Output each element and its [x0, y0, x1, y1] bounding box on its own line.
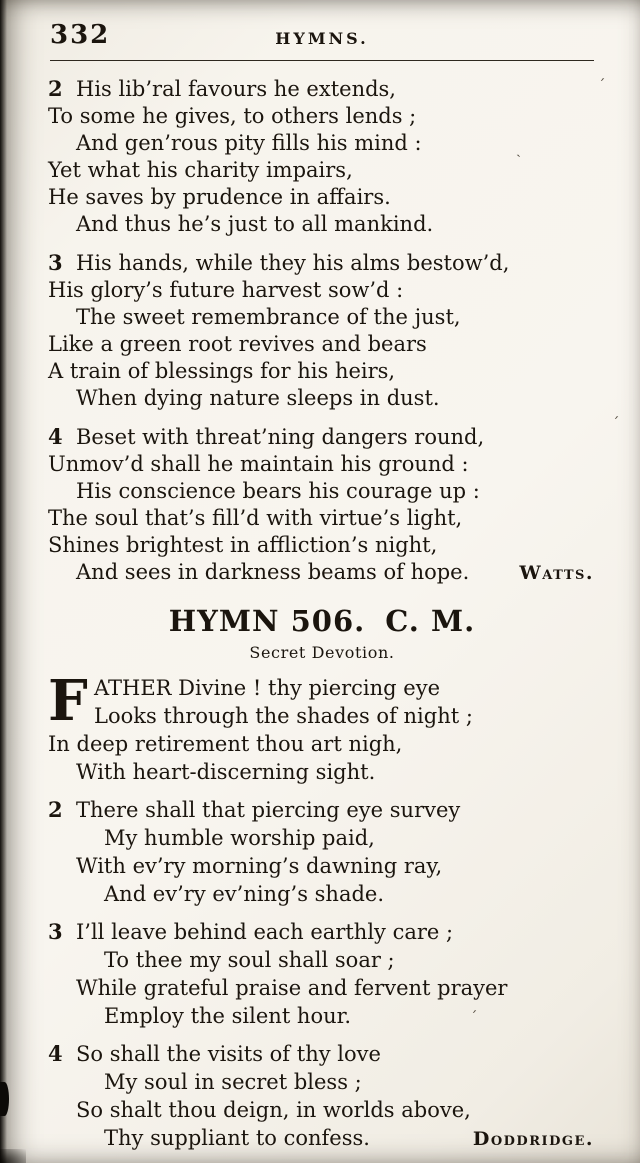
- page-header: [48, 20, 596, 56]
- page-edge-shadow: [0, 0, 7, 1163]
- hymn-subtitle: Secret Devotion.: [249, 643, 395, 662]
- verse-line: Unmov’d shall he maintain his ground :: [48, 452, 469, 476]
- verse-3: [48, 249, 596, 412]
- verse-line: To some he gives, to others lends ;: [48, 104, 417, 128]
- verse-line: [48, 918, 596, 946]
- verse-line: Employ the silent hour.: [104, 1004, 352, 1028]
- verse-line: And ev’ry ev’ning’s shade.: [104, 882, 385, 906]
- verse-4: [48, 423, 596, 587]
- verse-line-text: There shall that piercing eye survey: [76, 798, 461, 822]
- verse-line: Looks through the shades of night ;: [94, 704, 473, 728]
- hymn-506-verse-4: [48, 1040, 596, 1153]
- verse-line-text: His hands, while they his alms bestow’d,: [76, 251, 510, 275]
- scan-blob: [0, 1082, 9, 1116]
- verse-line-with-attribution: [104, 1124, 596, 1153]
- verse-line: Shines brightest in affliction’s night,: [48, 533, 438, 557]
- verse-number: 3: [48, 250, 63, 275]
- verse-line: And thus he’s just to all mankind.: [76, 212, 434, 236]
- verse-line-text: So shall the visits of thy love: [76, 1042, 381, 1066]
- hymn-title: [48, 604, 596, 638]
- drop-cap: F: [48, 668, 88, 734]
- hymn-505-continued: [48, 75, 596, 587]
- hymn-506-body: [48, 668, 596, 1153]
- verse-line: Like a green root revives and bears: [48, 332, 427, 356]
- scan-speck: ˊ: [470, 1008, 478, 1026]
- verse-line: His glory’s future harvest sow’d :: [48, 278, 404, 302]
- hymn-title-number: HYMN 506.: [168, 604, 366, 638]
- verse-line-with-attribution: [76, 559, 596, 587]
- verse-line: The sweet remembrance of the just,: [76, 305, 461, 329]
- verse-line: [48, 75, 596, 103]
- page-number: 332: [50, 20, 111, 50]
- verse-line-text: And sees in darkness beams of hope.: [76, 560, 470, 584]
- scan-corner-shadow: [0, 1149, 26, 1163]
- verse-line-text: Thy suppliant to confess.: [104, 1126, 370, 1150]
- verse-line: A train of blessings for his heirs,: [48, 359, 396, 383]
- verse-number: 2: [48, 797, 63, 822]
- author-attribution: Watts.: [519, 562, 594, 584]
- verse-number: 4: [48, 1041, 63, 1066]
- verse-line: With heart-discerning sight.: [76, 760, 376, 784]
- hymn-506-verse-2: [48, 796, 596, 908]
- verse-line: With ev’ry morning’s dawning ray,: [76, 854, 443, 878]
- verse-number: 2: [48, 76, 63, 101]
- running-title: HYMNS.: [275, 29, 369, 48]
- verse-line: His conscience bears his courage up :: [76, 479, 480, 503]
- verse-line: He saves by prudence in affairs.: [48, 185, 391, 209]
- verse-line-text: I’ll leave behind each earthly care ;: [76, 920, 454, 944]
- verse-line: [48, 796, 596, 824]
- verse-line: And gen’rous pity fills his mind :: [76, 131, 422, 155]
- verse-line: The soul that’s fill’d with virtue’s light,: [48, 506, 463, 530]
- verse-2: [48, 75, 596, 238]
- scan-speck: ˏ: [516, 140, 521, 158]
- verse-line: ATHER Divine ! thy piercing eye: [94, 676, 440, 700]
- verse-line: My soul in secret bless ;: [104, 1070, 362, 1094]
- hymn-meter: C. M.: [385, 604, 476, 638]
- verse-line: So shalt thou deign, in worlds above,: [76, 1098, 471, 1122]
- verse-line: [48, 249, 596, 277]
- scan-speck: ˊ: [598, 76, 606, 94]
- author-attribution: Doddridge.: [472, 1128, 594, 1150]
- hymn-506-verse-3: [48, 918, 596, 1030]
- verse-line: [48, 423, 596, 451]
- verse-number: 4: [48, 424, 63, 449]
- verse-line: [48, 1040, 596, 1068]
- verse-line: When dying nature sleeps in dust.: [76, 386, 440, 410]
- verse-line: While grateful praise and fervent prayer: [76, 976, 508, 1000]
- verse-line-text: His lib’ral favours he extends,: [76, 77, 396, 101]
- header-rule: [50, 60, 594, 61]
- verse-line-text: Beset with threat’ning dangers round,: [76, 425, 485, 449]
- scan-speck: ˊ: [612, 414, 620, 432]
- verse-line: Yet what his charity impairs,: [48, 158, 353, 182]
- verse-number: 3: [48, 919, 63, 944]
- hymn-506-verse-1: [48, 668, 596, 786]
- verse-line: My humble worship paid,: [104, 826, 375, 850]
- verse-line: To thee my soul shall soar ;: [104, 948, 395, 972]
- verse-line: In deep retirement thou art nigh,: [48, 732, 403, 756]
